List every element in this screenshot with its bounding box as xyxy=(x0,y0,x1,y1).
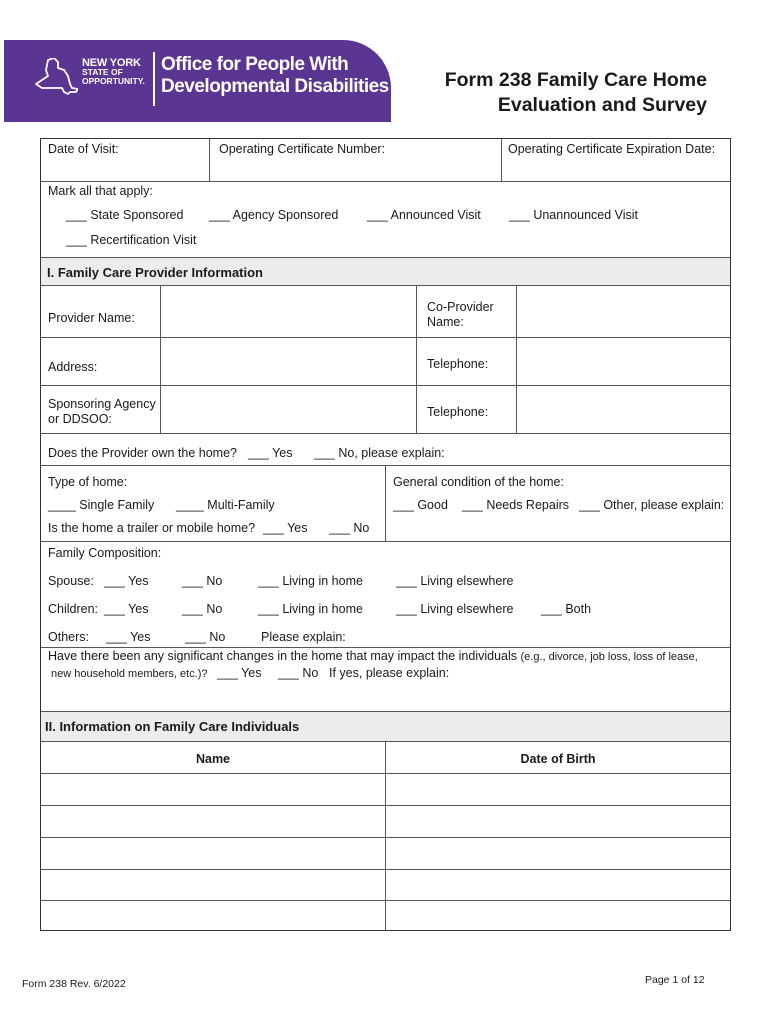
own-home-yes[interactable]: ___ Yes xyxy=(248,446,293,460)
ny-state-logo xyxy=(82,59,146,86)
evaluation-form xyxy=(40,138,731,931)
family-composition-label: Family Composition: xyxy=(48,546,162,560)
spouse-label: Spouse: xyxy=(48,574,94,588)
changes-no[interactable]: ___ No xyxy=(278,666,319,680)
condition-good[interactable]: ___ Good xyxy=(393,498,448,512)
office-name xyxy=(161,54,389,98)
sponsoring-agency-line2: or DDSOO: xyxy=(48,412,112,426)
ny-logo-line3: OPPORTUNITY. xyxy=(82,76,145,86)
condition-other[interactable]: ___ Other, please explain: xyxy=(579,498,725,512)
telephone-label-2: Telephone: xyxy=(427,405,489,419)
spouse-living-elsewhere[interactable]: ___ Living elsewhere xyxy=(396,574,514,588)
ny-logo-line1: NEW YORK xyxy=(82,57,141,69)
form-revision: Form 238 Rev. 6/2022 xyxy=(22,978,126,990)
divider xyxy=(41,181,730,182)
form-title xyxy=(445,68,707,118)
cert-number-label: Operating Certificate Number: xyxy=(219,142,386,156)
telephone-label-1: Telephone: xyxy=(427,357,489,371)
option-recertification-visit[interactable]: ___ Recertification Visit xyxy=(66,233,197,247)
section2-title: II. Information on Family Care Individuals xyxy=(45,719,300,734)
children-no[interactable]: ___ No xyxy=(182,602,223,616)
date-of-visit-label: Date of Visit: xyxy=(48,142,119,156)
type-of-home-label: Type of home: xyxy=(48,475,128,489)
individual-dob-cell[interactable] xyxy=(386,773,730,805)
mark-all-label: Mark all that apply: xyxy=(48,184,153,198)
changes-question-line2 xyxy=(51,666,208,680)
own-home-question: Does the Provider own the home? xyxy=(48,446,237,460)
spouse-no[interactable]: ___ No xyxy=(182,574,223,588)
single-family-option[interactable]: ____ Single Family xyxy=(48,498,155,512)
provider-name-label: Provider Name: xyxy=(48,311,135,325)
children-living-elsewhere[interactable]: ___ Living elsewhere xyxy=(396,602,514,616)
coprovider-label-line1: Co-Provider xyxy=(427,300,494,314)
divider xyxy=(209,139,210,181)
option-unannounced-visit[interactable]: ___ Unannounced Visit xyxy=(509,208,639,222)
office-line1: Office for People With xyxy=(161,54,349,75)
new-york-state-icon xyxy=(34,58,78,98)
individual-name-cell[interactable] xyxy=(41,837,385,869)
others-explain-label: Please explain: xyxy=(261,630,346,644)
changes-explain-label: If yes, please explain: xyxy=(329,666,450,680)
changes-question-text: Have there been any significant changes in the home that may impact the individuals xyxy=(48,649,521,663)
changes-question-examples: (e.g., divorce, job loss, loss of lease, xyxy=(520,651,698,663)
divider xyxy=(516,285,517,433)
spouse-living-in-home[interactable]: ___ Living in home xyxy=(258,574,363,588)
others-no[interactable]: ___ No xyxy=(185,630,226,644)
others-label: Others: xyxy=(48,630,89,644)
form-title-line2: Evaluation and Survey xyxy=(497,94,707,116)
general-condition-label: General condition of the home: xyxy=(393,475,564,489)
individual-dob-cell[interactable] xyxy=(386,869,730,900)
divider xyxy=(41,385,730,386)
divider xyxy=(41,711,730,712)
coprovider-label-line2: Name: xyxy=(427,315,464,329)
others-yes[interactable]: ___ Yes xyxy=(106,630,151,644)
trailer-no[interactable]: ___ No xyxy=(329,521,370,535)
divider xyxy=(416,285,417,433)
children-label: Children: xyxy=(48,602,99,616)
divider xyxy=(160,285,161,433)
individual-name-cell[interactable] xyxy=(41,773,385,805)
multi-family-option[interactable]: ____ Multi-Family xyxy=(176,498,275,512)
option-agency-sponsored[interactable]: ___ Agency Sponsored xyxy=(209,208,339,222)
cert-expiration-label: Operating Certificate Expiration Date: xyxy=(508,142,716,156)
individual-dob-cell[interactable] xyxy=(386,837,730,869)
logo-divider xyxy=(153,52,155,106)
option-announced-visit[interactable]: ___ Announced Visit xyxy=(367,208,481,222)
individual-name-cell[interactable] xyxy=(41,869,385,900)
changes-yes[interactable]: ___ Yes xyxy=(217,666,262,680)
ny-logo-line2: STATE OF xyxy=(82,67,123,77)
individual-dob-cell[interactable] xyxy=(386,900,730,930)
condition-needs-repairs[interactable]: ___ Needs Repairs xyxy=(462,498,570,512)
office-line2: Developmental Disabilities xyxy=(161,76,389,97)
changes-question-examples-cont: new household members, etc.)? xyxy=(51,668,208,680)
page-number: Page 1 of 12 xyxy=(645,974,705,986)
sponsoring-agency-line1: Sponsoring Agency xyxy=(48,397,156,411)
opwdd-banner xyxy=(4,40,391,122)
changes-question-line1 xyxy=(48,649,698,663)
divider xyxy=(41,257,730,258)
divider xyxy=(385,465,386,541)
spouse-yes[interactable]: ___ Yes xyxy=(104,574,149,588)
children-yes[interactable]: ___ Yes xyxy=(104,602,149,616)
divider xyxy=(501,139,502,181)
trailer-yes[interactable]: ___ Yes xyxy=(263,521,308,535)
divider xyxy=(41,433,730,434)
column-header-name: Name xyxy=(195,752,231,766)
individual-dob-cell[interactable] xyxy=(386,805,730,837)
option-state-sponsored[interactable]: ___ State Sponsored xyxy=(66,208,184,222)
children-living-in-home[interactable]: ___ Living in home xyxy=(258,602,363,616)
own-home-no[interactable]: ___ No, please explain: xyxy=(314,446,445,460)
divider xyxy=(41,647,730,648)
divider xyxy=(41,285,730,286)
divider xyxy=(41,337,730,338)
form-title-line1: Form 238 Family Care Home xyxy=(444,69,707,91)
individual-name-cell[interactable] xyxy=(41,805,385,837)
section1-title: I. Family Care Provider Information xyxy=(47,265,263,280)
individual-name-cell[interactable] xyxy=(41,900,385,930)
divider xyxy=(41,541,730,542)
trailer-question: Is the home a trailer or mobile home? xyxy=(48,521,256,535)
children-both[interactable]: ___ Both xyxy=(541,602,592,616)
column-header-dob: Date of Birth xyxy=(520,752,596,766)
address-label: Address: xyxy=(48,360,98,374)
